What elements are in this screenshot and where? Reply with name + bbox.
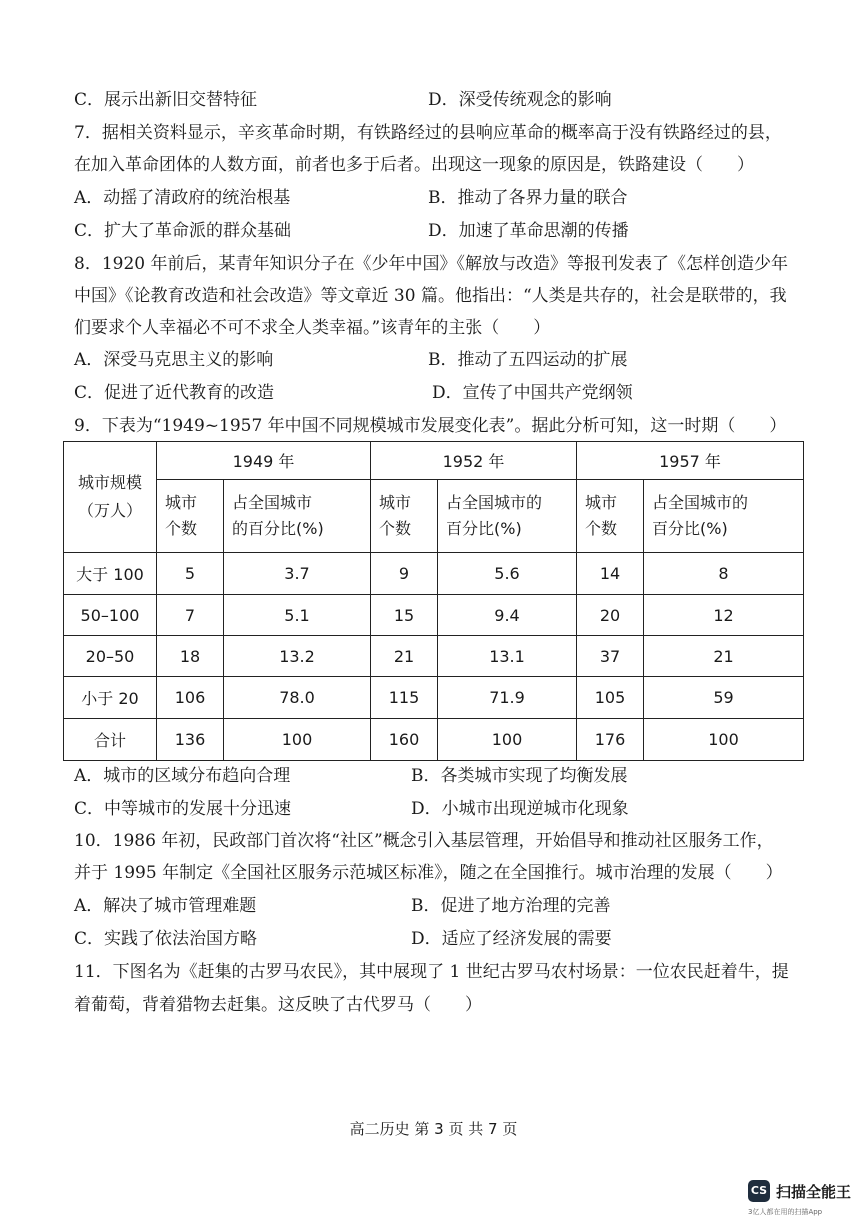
cell-pct-1957: 12 (644, 595, 804, 636)
q8-option-b: B．推动了五四运动的扩展 (428, 350, 628, 370)
cell-count-1952: 21 (371, 636, 438, 677)
q6-option-c: C．展示出新旧交替特征 (74, 90, 258, 110)
q11-stem-line2: 着葡萄，背着猎物去赶集。这反映了古代罗马（ ） (74, 995, 482, 1015)
year-1952-header: 1952 年 (371, 442, 577, 480)
cell-pct-1949: 78.0 (224, 677, 371, 719)
cell-count-1957: 176 (577, 719, 644, 761)
cell-count-1957: 105 (577, 677, 644, 719)
cell-count-1949: 18 (157, 636, 224, 677)
count-header-line1: 城市 (379, 493, 412, 512)
q7-option-c: C．扩大了革命派的群众基础 (74, 221, 292, 241)
pct-header-1949 (224, 480, 371, 553)
pct-header-line1: 占全国城市的 (446, 493, 543, 512)
q7-stem-line1: 7．据相关资料显示，辛亥革命时期，有铁路经过的县响应革命的概率高于没有铁路经过的县， (74, 123, 782, 143)
cell-count-1949: 106 (157, 677, 224, 719)
year-1957-header: 1957 年 (577, 442, 804, 480)
q10-stem-line2: 并于 1995 年制定《全国社区服务示范城区标准》，随之在全国推行。城市治理的发展（ ） (74, 863, 783, 883)
q10-option-b: B．促进了地方治理的完善 (411, 896, 611, 916)
cell-pct-1949: 13.2 (224, 636, 371, 677)
pct-header-line2: 百分比(%) (446, 519, 522, 538)
count-header-line2: 个数 (585, 519, 618, 538)
q8-option-d: D．宣传了中国共产党纲领 (432, 383, 633, 403)
q8-option-c: C．促进了近代教育的改造 (74, 383, 275, 403)
cell-pct-1952: 13.1 (438, 636, 577, 677)
scanner-tagline: 3亿人都在用的扫描App (748, 1208, 823, 1216)
q10-stem-line1: 10．1986 年初，民政部门首次将“社区”概念引入基层管理，开始倡导和推动社区服务工作， (74, 831, 774, 851)
q9-option-c: C．中等城市的发展十分迅速 (74, 799, 292, 819)
scale-header-line2: （万人） (77, 501, 142, 520)
q7-option-d: D．加速了革命思潮的传播 (428, 221, 629, 241)
table-row (64, 553, 804, 595)
cell-count-1952: 9 (371, 553, 438, 595)
row-scale: 20–50 (64, 636, 157, 677)
table-row (64, 595, 804, 636)
row-scale: 50–100 (64, 595, 157, 636)
cell-count-1952: 160 (371, 719, 438, 761)
cell-count-1957: 37 (577, 636, 644, 677)
count-header-1957 (577, 480, 644, 553)
pct-header-line2: 百分比(%) (652, 519, 728, 538)
pct-header-line1: 占全国城市 (232, 493, 313, 512)
table-row (64, 719, 804, 761)
cell-pct-1957: 100 (644, 719, 804, 761)
q8-stem-line2: 中国》《论教育改造和社会改造》等文章近 30 篇。他指出：“人类是共存的，社会是联带的，我 (74, 286, 787, 306)
q7-option-b: B．推动了各界力量的联合 (428, 188, 628, 208)
page-footer: 高二历史 第 3 页 共 7 页 (349, 1120, 518, 1138)
cell-count-1957: 14 (577, 553, 644, 595)
row-scale: 小于 20 (64, 677, 157, 719)
cell-count-1949: 136 (157, 719, 224, 761)
q7-option-a: A．动摇了清政府的统治根基 (74, 188, 291, 208)
count-header-line2: 个数 (379, 519, 412, 538)
pct-header-1952 (438, 480, 577, 553)
count-header-line1: 城市 (585, 493, 618, 512)
cell-count-1957: 20 (577, 595, 644, 636)
q8-stem-line3: 们要求个人幸福必不可不求全人类幸福。”该青年的主张（ ） (74, 318, 551, 338)
camscanner-icon: CS (748, 1180, 770, 1202)
count-header-1952 (371, 480, 438, 553)
q11-stem-line1: 11．下图名为《赶集的古罗马农民》，其中展现了 1 世纪古罗马农村场景：一位农民赶着牛，提 (74, 962, 789, 982)
pct-header-line2: 的百分比(%) (232, 519, 324, 538)
cell-pct-1952: 71.9 (438, 677, 577, 719)
q8-stem-line1: 8．1920 年前后，某青年知识分子在《少年中国》《解放与改造》等报刊发表了《怎样创造少年 (74, 254, 788, 274)
scanner-app-name: 扫描全能王 (776, 1183, 852, 1201)
cell-pct-1957: 8 (644, 553, 804, 595)
city-scale-table (63, 441, 804, 761)
count-header-1949 (157, 480, 224, 553)
cell-pct-1952: 5.6 (438, 553, 577, 595)
q9-option-d: D．小城市出现逆城市化现象 (411, 799, 629, 819)
cell-count-1952: 15 (371, 595, 438, 636)
q6-option-d: D．深受传统观念的影响 (428, 90, 612, 110)
scale-header-line1: 城市规模 (77, 473, 142, 492)
cell-pct-1957: 21 (644, 636, 804, 677)
q7-stem-line2: 在加入革命团体的人数方面，前者也多于后者。出现这一现象的原因是，铁路建设（ ） (74, 155, 754, 175)
cell-count-1952: 115 (371, 677, 438, 719)
q9-stem-line1: 9．下表为“1949~1957 年中国不同规模城市发展变化表”。据此分析可知，这一时期（ ） (74, 416, 787, 436)
q8-option-a: A．深受马克思主义的影响 (74, 350, 274, 370)
pct-header-line1: 占全国城市的 (652, 493, 749, 512)
cell-pct-1957: 59 (644, 677, 804, 719)
q9-option-b: B．各类城市实现了均衡发展 (411, 766, 628, 786)
cell-pct-1952: 100 (438, 719, 577, 761)
cell-count-1949: 7 (157, 595, 224, 636)
table-row (64, 636, 804, 677)
scale-header-cell (64, 442, 157, 553)
cell-pct-1949: 5.1 (224, 595, 371, 636)
q10-option-c: C．实践了依法治国方略 (74, 929, 258, 949)
table-row (64, 677, 804, 719)
row-scale: 合计 (64, 719, 157, 761)
cell-count-1949: 5 (157, 553, 224, 595)
year-1949-header: 1949 年 (157, 442, 371, 480)
q9-option-a: A．城市的区域分布趋向合理 (74, 766, 291, 786)
cell-pct-1949: 100 (224, 719, 371, 761)
pct-header-1957 (644, 480, 804, 553)
cell-pct-1952: 9.4 (438, 595, 577, 636)
count-header-line2: 个数 (165, 519, 198, 538)
cell-pct-1949: 3.7 (224, 553, 371, 595)
row-scale: 大于 100 (64, 553, 157, 595)
q10-option-d: D．适应了经济发展的需要 (411, 929, 612, 949)
count-header-line1: 城市 (165, 493, 198, 512)
scanner-watermark (748, 1180, 858, 1222)
q10-option-a: A．解决了城市管理难题 (74, 896, 257, 916)
